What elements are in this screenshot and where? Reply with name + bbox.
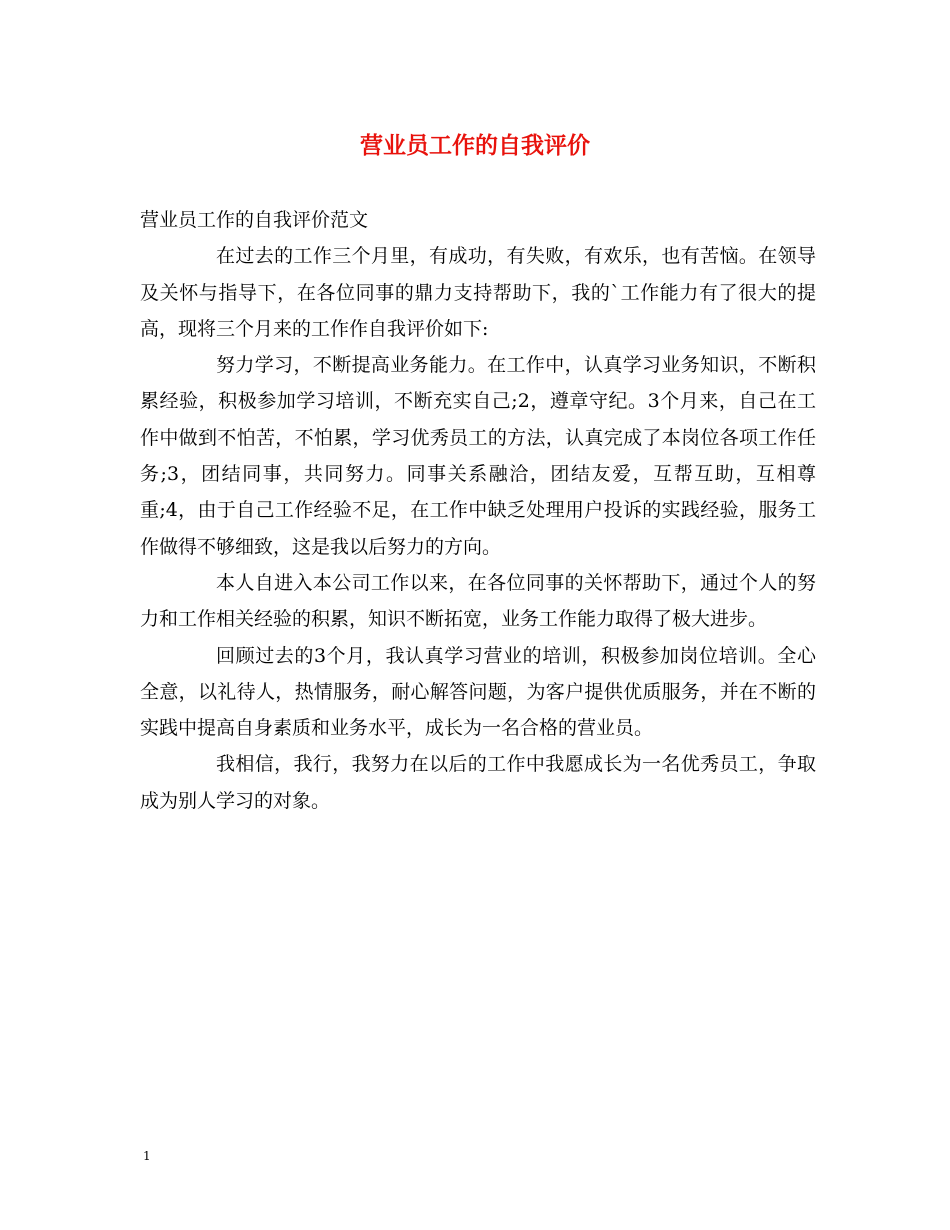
paragraph-1: 在过去的工作三个月里，有成功，有失败，有欢乐，也有苦恼。在领导及关怀与指导下，在各位同事的鼎力支持帮助下，我的`工作能力有了很大的提高，现将三个月来的工作作自我评价如下: — [140, 245, 816, 340]
document-subtitle: 营业员工作的自我评价范文 — [140, 209, 369, 231]
paragraph-3: 本人自进入本公司工作以来，在各位同事的关怀帮助下，通过个人的努力和工作相关经验的积累，知识不断拓宽，业务工作能力取得了极大进步。 — [140, 571, 816, 631]
paragraph-5: 我相信，我行，我努力在以后的工作中我愿成长为一名优秀员工，争取成为别人学习的对象。 — [140, 753, 816, 812]
paragraph-4: 回顾过去的3个月，我认真学习营业的培训，积极参加岗位培训。全心全意，以礼待人，热情服务，耐心解答问题，为客户提供优质服务，并在不断的实践中提高自身素质和业务水平，成长为一名合格的营业员。 — [140, 644, 816, 740]
paragraph-2: 努力学习，不断提高业务能力。在工作中，认真学习业务知识，不断积累经验，积极参加学习培训，不断充实自己;2，遵章守纪。3个月来，自己在工作中做到不怕苦，不怕累，学习优秀员工的方法，认真完成了本岗位各项工作任务;3，团结同事，共同努力。同事关系融洽，团结友爱，互帮互助，互相尊重;4，由于自己工作经验不足，在工作中缺乏处理用户投诉的实践经验，服务工作做得不够细致，这是我以后努力的方向。 — [140, 354, 816, 558]
document-title: 营业员工作的自我评价 — [360, 132, 590, 159]
document-body — [140, 202, 816, 819]
page-number: 1 — [143, 1149, 151, 1163]
